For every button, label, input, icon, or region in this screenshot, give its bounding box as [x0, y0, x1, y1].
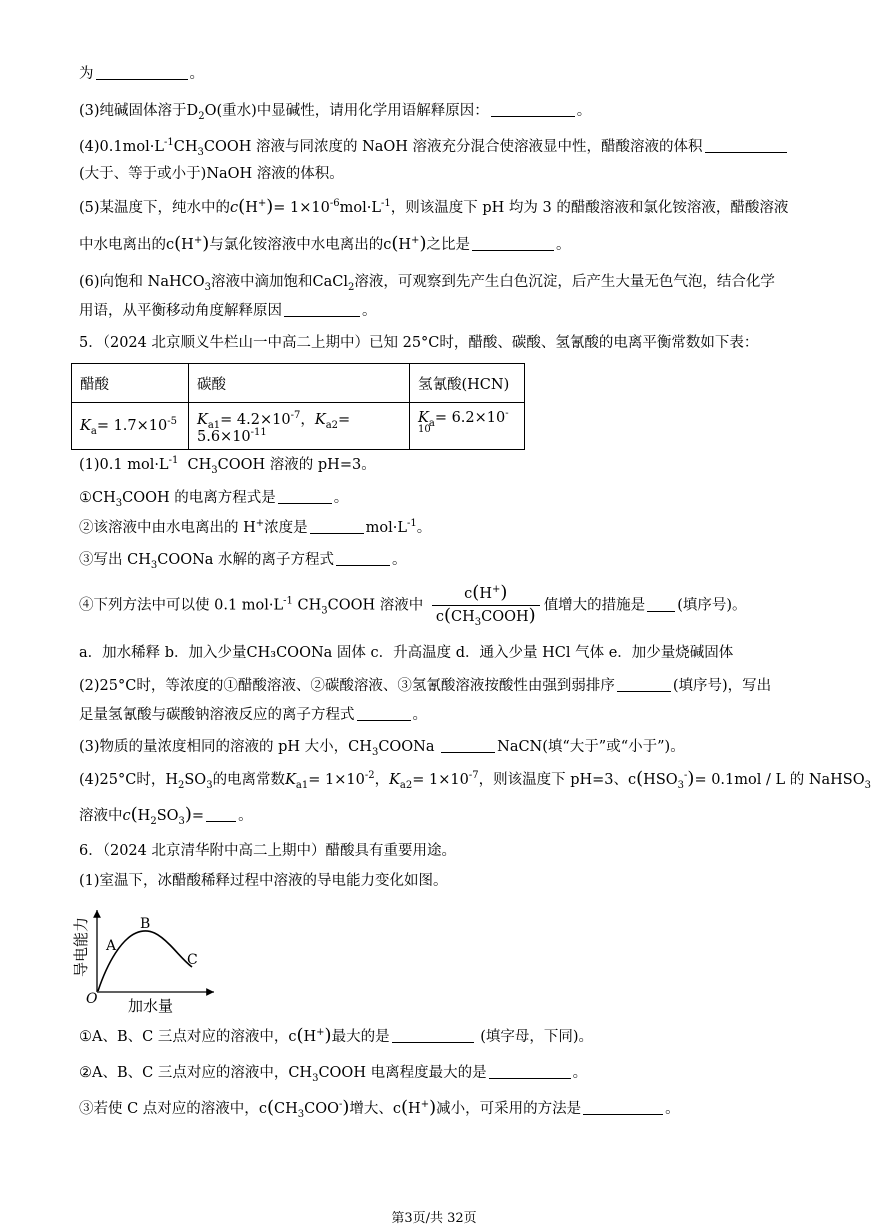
text: (填序号)。 [677, 597, 747, 614]
formula: K [285, 772, 296, 788]
superscript: -1 [168, 455, 179, 467]
text: (填字母，下同)。 [480, 1029, 594, 1045]
text: ④下列方法中可以使 0.1 mol·L [79, 597, 284, 614]
text: ③写出 CH [79, 552, 151, 568]
superscript: -1 [163, 137, 174, 149]
formula: c [230, 200, 239, 216]
formula: H [303, 1029, 317, 1045]
question-4-6-line2 [79, 301, 377, 321]
text: 。 [416, 520, 432, 536]
text: 溶液，可观察到先产生白色沉淀，后产生大量无色气泡，结合化学 [354, 274, 775, 290]
table-header: 碳酸 [189, 364, 410, 403]
text: 6．（2024 北京清华附中高二上期中）醋酸具有重要用途。 [79, 843, 456, 859]
answer-blank[interactable] [206, 807, 236, 822]
subscript: 2 [150, 815, 157, 827]
question-5-4: (4)25°C时，$H_2SO_3$的电离常数$K_{a1}= 1\times 10^{-2}$，$K_{a2}= 1\times 10^{-7}$，则该温度下 pH=3、$c(HSO_3^-)= 0.1mol / L$ 的 NaHSO$_3$ [79, 768, 871, 791]
formula: c [392, 1101, 402, 1117]
question-4-3 [79, 101, 591, 121]
text: 。 [412, 707, 427, 723]
superscript: -2 [364, 770, 375, 782]
formula: c [628, 772, 637, 788]
superscript: -1 [407, 518, 417, 530]
subscript: a2 [399, 779, 413, 791]
question-6-1-a: ①A、B、C 三点对应的溶液中，c(H+)最大的是 (填字母，下同)。 [79, 1025, 594, 1046]
question-4-6 [79, 272, 775, 292]
text: 。 [238, 808, 253, 824]
answer-blank[interactable] [647, 597, 675, 612]
text: 。 [392, 552, 407, 568]
formula: H [245, 200, 258, 216]
subscript: 3 [197, 146, 204, 158]
formula: CaCl [312, 274, 348, 290]
text: (6)向饱和 NaHCO [79, 274, 205, 290]
text: (重水)中显碱性，请用化学用语解释原因： [216, 103, 489, 119]
subscript: 3 [321, 605, 328, 617]
text: (1)0.1 mol·L [79, 457, 169, 473]
answer-blank[interactable] [96, 65, 188, 80]
text: = 1×10 [273, 200, 330, 216]
formula: c [288, 1029, 297, 1045]
superscript: + [411, 235, 420, 247]
superscript: -1 [283, 595, 293, 607]
formula: SO [184, 772, 207, 788]
superscript: -1 [380, 198, 391, 210]
table-header: 醋酸 [72, 364, 189, 403]
text: 值增大的措施是 [543, 597, 646, 614]
question-4-5: (5)某温度下，纯水中的$c(H^+)= 1\times 10^{-6}mol\cdot L^{-1}$，则该温度下 pH 均为 3 的醋酸溶液和氯化铵溶液，醋酸溶液 [79, 196, 789, 217]
superscript: - [684, 770, 688, 782]
text: ③若使 C 点对应的溶液中， [79, 1101, 259, 1117]
text: 5．（2024 北京顺义牛栏山一中高二上期中）已知 25°C时，醋酸、碳酸、氢氰酸的电离平衡常数如下表： [79, 335, 759, 351]
formula: H [137, 808, 151, 824]
question-5-1-a [79, 488, 348, 508]
text: 。 [576, 103, 592, 119]
text: ①A、B、C 三点对应的溶液中， [79, 1029, 289, 1045]
formula: COONa [378, 739, 435, 755]
x-axis-label: 加水量 [128, 997, 174, 1015]
text: 。 [665, 1101, 680, 1117]
text: 增大、 [349, 1101, 393, 1117]
table-cell: $K_{a1}= 4.2\times 10^{-7}$，$K_{a2}= 5.6\times 10^{-11}$ [189, 403, 410, 450]
subscript: 2 [347, 281, 355, 293]
answer-blank[interactable] [441, 738, 495, 753]
text: (3)纯碱固体溶于 [79, 103, 187, 119]
text: ， [374, 772, 390, 788]
answer-blank[interactable] [392, 1028, 474, 1043]
formula: c [166, 237, 175, 253]
subscript: a1 [295, 779, 309, 791]
text: (5)某温度下，纯水中的 [79, 200, 231, 216]
text: 。 [362, 303, 377, 319]
text: = 0.1mol / L 的 NaHSO [694, 772, 865, 788]
answer-blank[interactable] [583, 1100, 663, 1115]
text: (2)25°C时，等浓度的①醋酸溶液、②碳酸溶液、③氢氰酸溶液按酸性由强到弱排序 [79, 678, 615, 694]
superscript: + [316, 1027, 325, 1039]
question-5-1 [79, 455, 376, 475]
subscript: 3 [178, 815, 185, 827]
formula: H [181, 237, 194, 253]
question-5-stem [79, 333, 758, 353]
superscript: - [338, 1099, 343, 1111]
subscript: 3 [371, 746, 379, 758]
text: ①CH [79, 490, 116, 506]
question-5-1-d [79, 582, 747, 628]
answer-blank[interactable] [310, 519, 364, 534]
text: (1)室温下，冰醋酸稀释过程中溶液的导电能力变化如图。 [79, 873, 448, 889]
text: NaCN(填“大于”或“小于”)。 [497, 739, 685, 755]
question-5-1-c [79, 550, 407, 570]
formula: CH [297, 597, 322, 614]
question-4-5-line2: 中水电离出的c(H+)与氯化铵溶液中水电离出的c(H+)之比是 。 [79, 233, 571, 254]
y-axis-label: 导电能力 [72, 916, 90, 977]
text: COOH 溶液中 [327, 597, 424, 614]
point-c-label: C [187, 952, 198, 968]
question-6-1-c: ③若使 C 点对应的溶液中，$c(CH_3COO^-)$增大、c(H+)减小，可采用的方法是 。 [79, 1097, 680, 1120]
formula: c [122, 808, 131, 824]
formula: COO [304, 1101, 339, 1117]
text: 为 [79, 66, 94, 82]
subscript: 2 [177, 779, 185, 791]
text: 。 [189, 66, 204, 82]
answer-blank[interactable] [617, 677, 671, 692]
question-6-1-b [79, 1063, 587, 1083]
subscript: 3 [150, 559, 158, 571]
answer-blank[interactable] [472, 236, 554, 251]
text: (3)物质的量浓度相同的溶液的 pH 大小，CH [79, 739, 372, 755]
text: (大于、等于或小于)NaOH 溶液的体积。 [79, 166, 344, 182]
subscript: 3 [864, 779, 871, 791]
table-cell: $K_a= 1.7\times 10^{-5}$ [72, 403, 189, 450]
formula: CH [173, 139, 198, 155]
superscript: + [193, 235, 203, 247]
point-a-label: A [106, 938, 117, 954]
subscript: 3 [297, 1108, 305, 1120]
answer-blank[interactable] [336, 551, 390, 566]
answer-blank[interactable] [357, 706, 411, 721]
answer-blank[interactable] [489, 1064, 571, 1079]
text: COOH 溶液与同浓度的 NaOH 溶液充分混合使溶液显中性，醋酸溶液的体积 [203, 139, 703, 155]
subscript: 3 [677, 779, 685, 791]
question-5-2-line2 [79, 705, 427, 725]
text: mol·L [365, 520, 408, 536]
text: 用语，从平衡移动角度解释原因 [79, 303, 282, 319]
superscript: -6 [329, 198, 340, 210]
question-5-1-b [79, 518, 431, 538]
formula: c [383, 237, 392, 253]
text: COONa 水解的离子方程式 [157, 552, 335, 568]
text: 最大的是 [331, 1029, 390, 1045]
text: 。 [572, 1065, 588, 1081]
superscript: + [257, 198, 267, 210]
text: (4)0.1mol·L [79, 139, 164, 155]
point-b-label: B [140, 916, 151, 932]
subscript: 3 [312, 1072, 319, 1084]
text: (填序号)，写出 [672, 678, 772, 694]
formula: CH [273, 1101, 298, 1117]
text: a．加水稀释 b．加入少量CH₃COONa 固体 c．升高温度 d．通入少量 HCl 气体 e．加少量烧碱固体 [79, 645, 734, 661]
text: mol·L [339, 200, 381, 216]
answer-blank[interactable] [491, 102, 575, 117]
answer-blank[interactable] [284, 302, 360, 317]
text: 浓度是 [264, 520, 308, 536]
text: ②A、B、C 三点对应的溶液中，CH [79, 1065, 313, 1081]
text: = [191, 808, 205, 824]
text: ②该溶液中由水电离出的 H [79, 520, 256, 536]
concentration-ratio-fraction: $\frac{c(H^+)}{c(CH_3COOH)}$ [432, 585, 540, 626]
text: COOH 电离程度最大的是 [318, 1065, 487, 1081]
origin-label: O [86, 991, 98, 1007]
formula: O [204, 103, 217, 119]
superscript: + [255, 518, 265, 530]
table-cell: $K_a= 6.2\times 10^{-10}$ [410, 403, 525, 450]
text: 溶液中滴加饱和 [210, 274, 313, 290]
ionization-constant-table [71, 363, 525, 450]
text: 与氯化铵溶液中水电离出的 [209, 237, 384, 253]
conductivity-graph [74, 905, 224, 1020]
text: 。 [333, 490, 349, 506]
text: 中水电离出的 [79, 237, 166, 253]
question-5-options [79, 643, 733, 663]
subscript: 3 [204, 281, 211, 293]
subscript: 2 [198, 110, 205, 122]
text: ，则该温度下 pH 均为 3 的醋酸溶液和氯化铵溶液，醋酸溶液 [390, 200, 789, 216]
subscript: 3 [115, 497, 123, 509]
answer-blank[interactable] [278, 489, 332, 504]
formula: HSO [643, 772, 678, 788]
text: 溶液中 [79, 808, 123, 824]
text: = 1×10 [412, 772, 469, 788]
formula: c [258, 1101, 267, 1117]
text: COOH 的电离方程式是 [122, 490, 276, 506]
question-5-2 [79, 676, 771, 696]
page-footer: 第3页/共 32页 [391, 1211, 477, 1226]
text: 。 [555, 237, 571, 253]
formula: K [389, 772, 400, 788]
text: = 1×10 [308, 772, 365, 788]
question-6-1 [79, 871, 448, 891]
superscript: + [420, 1099, 430, 1111]
text: 减小，可采用的方法是 [436, 1101, 582, 1117]
question-6-stem [79, 841, 456, 861]
text: 的电离常数 [212, 772, 286, 788]
formula: D [186, 103, 199, 119]
formula: SO [156, 808, 179, 824]
question-4-4-line2 [79, 164, 344, 184]
text: COOH 溶液的 pH=3。 [217, 457, 376, 473]
text: 之比是 [426, 237, 470, 253]
subscript: 3 [211, 464, 218, 476]
formula: CH [187, 457, 212, 473]
text: (4)25°C时，H [79, 772, 178, 788]
question-5-3 [79, 737, 685, 757]
superscript: -7 [468, 770, 479, 782]
question-5-4-line2: 溶液中$c(H_2SO_3)=$ 。 [79, 804, 253, 827]
answer-blank[interactable] [705, 138, 787, 153]
formula: H [408, 1101, 421, 1117]
formula: H [398, 237, 412, 253]
answer-line-q4-2-tail [79, 64, 204, 84]
table-header: 氢氰酸(HCN) [410, 364, 525, 403]
text: ，则该温度下 pH=3、 [478, 772, 629, 788]
question-4-4 [79, 137, 789, 157]
subscript: 3 [206, 779, 213, 791]
text: 足量氢氰酸与碳酸钠溶液反应的离子方程式 [79, 707, 355, 723]
